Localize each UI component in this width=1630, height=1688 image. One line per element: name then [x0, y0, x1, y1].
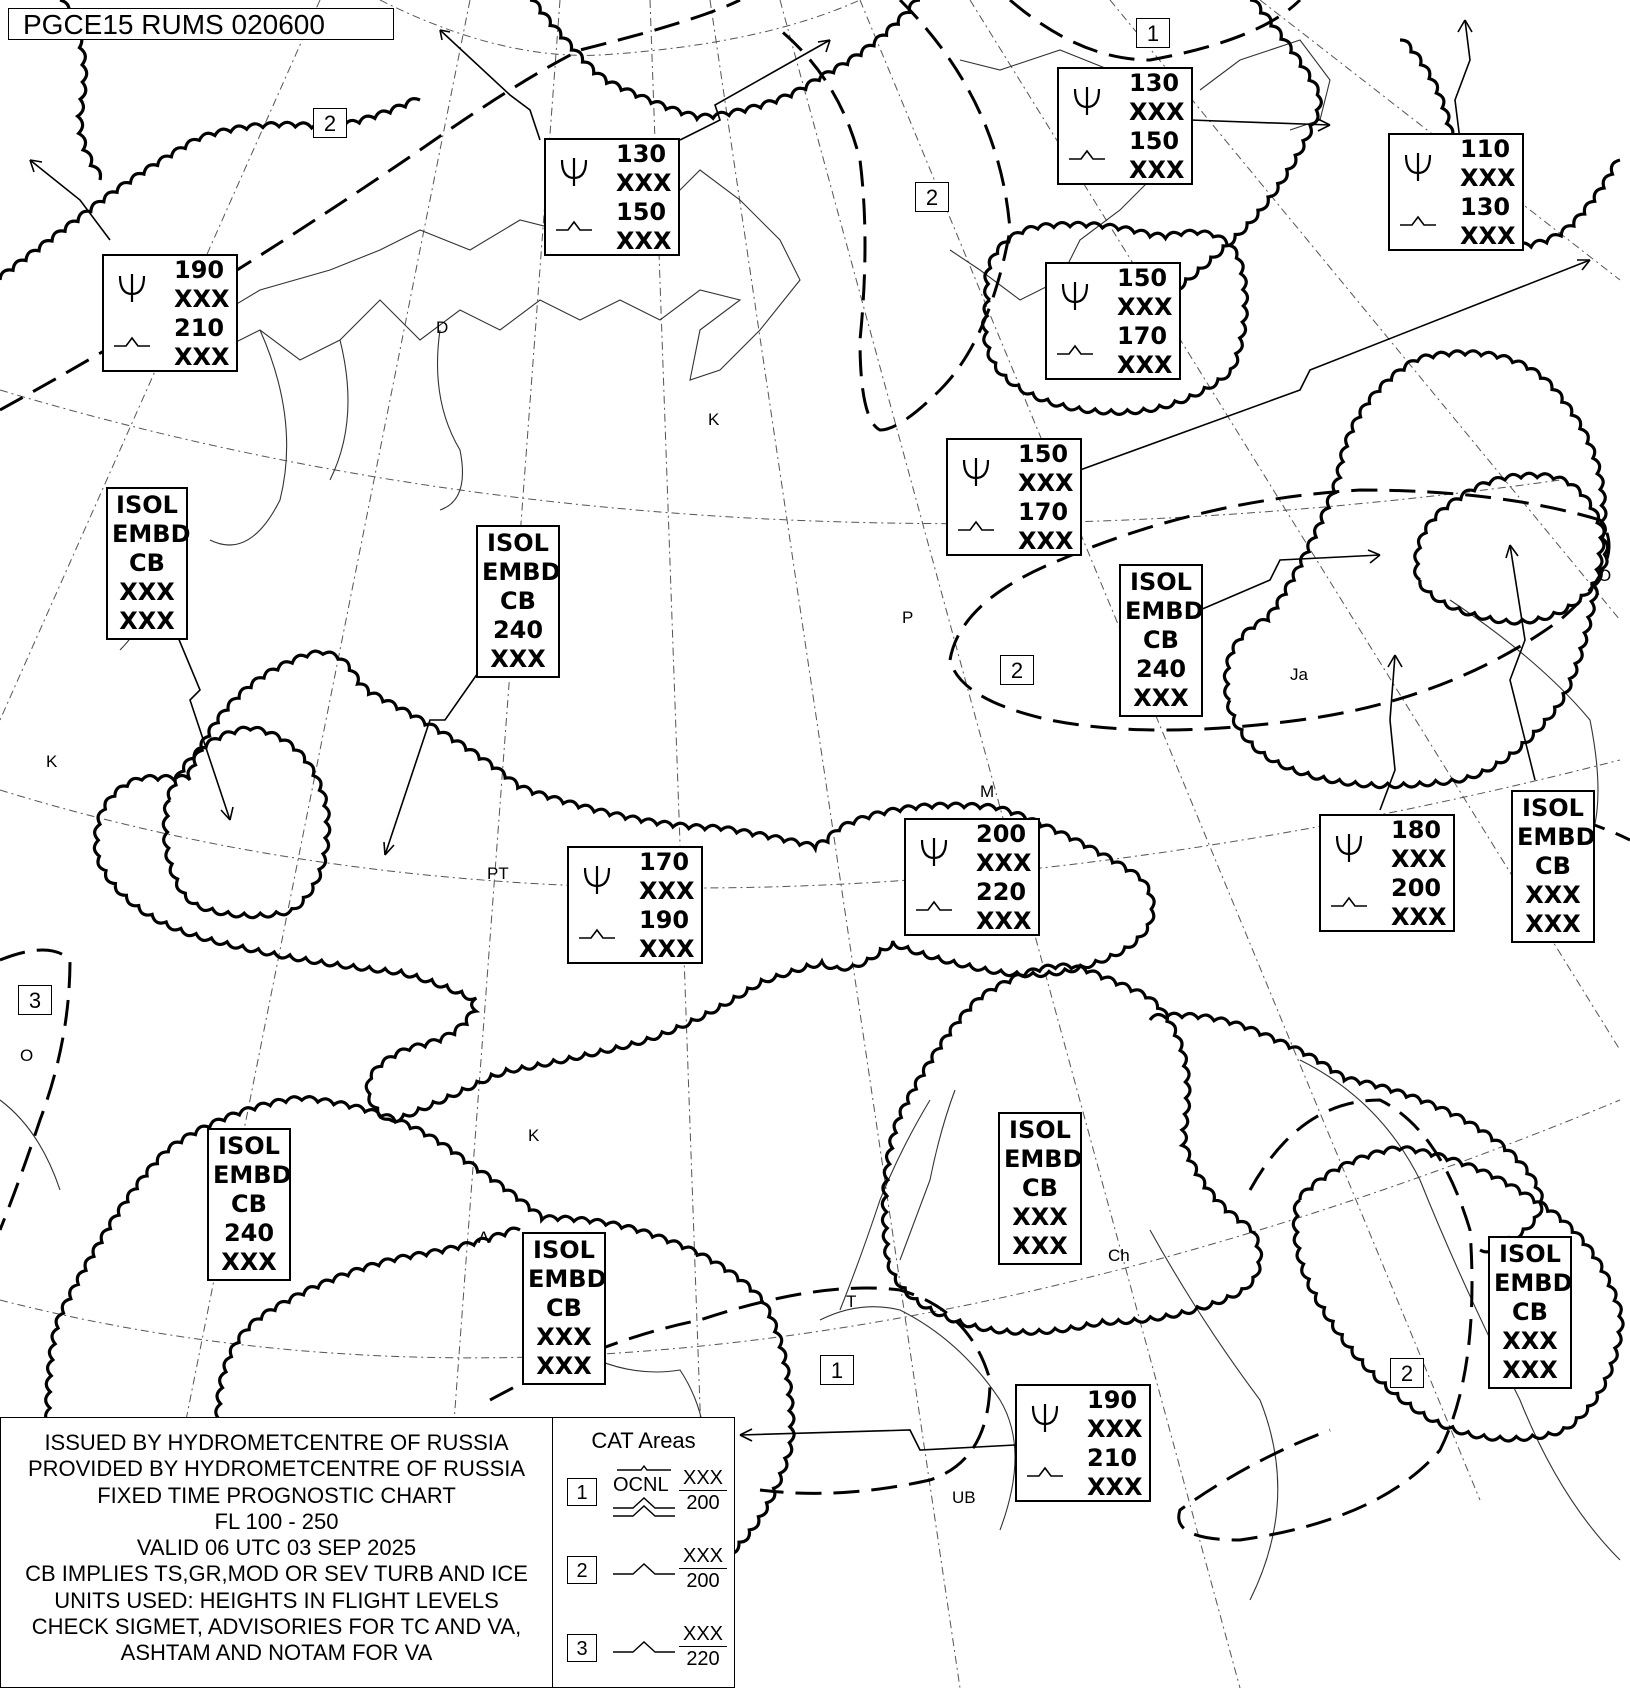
cb-line: CB [1022, 1174, 1058, 1202]
icing-top: 170 [639, 848, 690, 876]
turb-base: XXX [174, 343, 230, 371]
cb-line: ISOL [1522, 794, 1584, 822]
cb-box [207, 1128, 291, 1281]
icing-symbol-icon [116, 270, 148, 304]
cb-box [998, 1112, 1082, 1265]
cb-line: ISOL [1009, 1116, 1071, 1144]
cb-line: CB [1512, 1298, 1548, 1326]
cb-line: EMBD [1517, 823, 1596, 851]
cat-legend-top: XXX [679, 1622, 727, 1647]
chart-header-title: PGCE15 RUMS 020600 [8, 8, 394, 40]
cat-legend-title: CAT Areas [591, 1428, 696, 1453]
cat-legend-fraction [679, 1466, 727, 1515]
turb-top: 210 [1087, 1444, 1138, 1472]
cb-line: ISOL [1499, 1240, 1561, 1268]
icing-base: XXX [174, 285, 230, 313]
turb-base: XXX [616, 227, 672, 255]
turb-top: 170 [1018, 498, 1069, 526]
icing-symbol-icon [581, 862, 613, 896]
cb-line: CB [231, 1190, 267, 1218]
footer [0, 1417, 1630, 1688]
icing-top: 190 [174, 256, 225, 284]
cb-line: EMBD [213, 1161, 292, 1189]
turb-base: XXX [639, 935, 695, 963]
cat-legend-num: 3 [567, 1634, 597, 1662]
cb-line: XXX [536, 1352, 592, 1380]
city-label: M [980, 782, 995, 801]
issued-line: ISSUED BY HYDROMETCENTRE OF RUSSIA [44, 1430, 509, 1455]
issued-line: FL 100 - 250 [214, 1508, 339, 1534]
turbulence-symbol-icon [579, 926, 615, 942]
issued-by-block [0, 1417, 553, 1688]
turbulence-symbol-icon [613, 1636, 675, 1660]
icing-symbol-icon [960, 454, 992, 488]
icing-base: XXX [1460, 164, 1516, 192]
icing-base: XXX [1018, 469, 1074, 497]
cb-line: EMBD [1004, 1145, 1083, 1173]
icing-top: 110 [1460, 135, 1511, 163]
icing-base: XXX [976, 849, 1032, 877]
cat-area-label: 3 [18, 985, 52, 1015]
turbulence-symbol-icon [958, 518, 994, 534]
cb-line: EMBD [482, 558, 561, 586]
level-box [102, 254, 238, 372]
cb-line: XXX [1502, 1356, 1558, 1384]
cat-legend-bottom: 200 [686, 1492, 720, 1514]
turb-base: XXX [976, 907, 1032, 935]
level-box [1045, 262, 1181, 380]
cat-legend-top: XXX [679, 1466, 727, 1491]
cat-legend-bottom: 200 [686, 1570, 720, 1592]
turb-top: 150 [616, 198, 667, 226]
level-box [904, 818, 1040, 936]
issued-line: CB IMPLIES TS,GR,MOD OR SEV TURB AND ICE [25, 1561, 528, 1587]
turbulence-symbol-icon [1331, 894, 1367, 910]
level-box [1057, 67, 1193, 185]
icing-top: 150 [1117, 264, 1168, 292]
cb-line: 240 [1135, 655, 1187, 683]
cb-line: XXX [221, 1248, 277, 1276]
turbulence-symbol-icon [1057, 342, 1093, 358]
city-label: K [708, 410, 720, 429]
cat-legend-num: 2 [567, 1556, 597, 1584]
cat-legend-top: XXX [679, 1544, 727, 1569]
cb-line: XXX [1502, 1327, 1558, 1355]
city-label: Ch [1108, 1246, 1130, 1265]
cb-line: XXX [119, 607, 175, 635]
turbulence-symbol-icon [556, 218, 592, 234]
issued-line: FIXED TIME PROGNOSTIC CHART [97, 1482, 456, 1508]
icing-base: XXX [639, 877, 695, 905]
cat-area-label: 2 [915, 182, 949, 212]
cb-line: ISOL [533, 1236, 595, 1264]
cb-line: CB [1143, 626, 1179, 654]
issued-line: ASHTAM AND NOTAM FOR VA [120, 1640, 433, 1666]
city-label: T [846, 1292, 857, 1311]
cat-legend [553, 1417, 735, 1688]
city-label: K [46, 752, 58, 771]
cb-line: CB [500, 587, 536, 615]
city-label: P [902, 608, 914, 627]
cb-line: XXX [490, 645, 546, 673]
cat-legend-num: 1 [567, 1478, 597, 1506]
icing-top: 150 [1018, 440, 1069, 468]
cat-area-label: 1 [1136, 18, 1170, 48]
turb-top: 170 [1117, 322, 1168, 350]
city-label: O [1598, 566, 1612, 585]
icing-symbol-icon [1333, 830, 1365, 864]
icing-base: XXX [616, 169, 672, 197]
cb-line: CB [546, 1294, 582, 1322]
turb-base: XXX [1460, 222, 1516, 250]
icing-symbol-icon [918, 834, 950, 868]
cat-legend-fraction [679, 1622, 727, 1671]
cb-line: XXX [1133, 684, 1189, 712]
icing-base: XXX [1391, 845, 1447, 873]
cb-line: XXX [119, 578, 175, 606]
cb-line: CB [129, 549, 165, 577]
cb-line: ISOL [218, 1132, 280, 1160]
cb-line: 240 [492, 616, 544, 644]
cb-box [1488, 1236, 1572, 1389]
turb-top: 130 [1460, 193, 1511, 221]
icing-top: 130 [616, 140, 667, 168]
issued-line: PROVIDED BY HYDROMETCENTRE OF RUSSIA [27, 1456, 526, 1482]
turbulence-double-symbol-icon [613, 1456, 675, 1526]
turbulence-symbol-icon [1069, 147, 1105, 163]
turb-top: 200 [1391, 874, 1442, 902]
cb-line: ISOL [1130, 568, 1192, 596]
level-box [544, 138, 680, 256]
turbulence-symbol-icon [916, 898, 952, 914]
cb-line: EMBD [1125, 597, 1204, 625]
level-box [1388, 133, 1524, 251]
icing-top: 180 [1391, 816, 1442, 844]
city-label: UB [952, 1488, 976, 1507]
icing-symbol-icon [558, 154, 590, 188]
turb-top: 190 [639, 906, 690, 934]
icing-base: XXX [1117, 293, 1173, 321]
icing-symbol-icon [1402, 149, 1434, 183]
cat-area-label: 2 [1390, 1358, 1424, 1388]
turbulence-symbol-icon [1400, 213, 1436, 229]
level-box [1319, 814, 1455, 932]
icing-top: 200 [976, 820, 1027, 848]
issued-line: CHECK SIGMET, ADVISORIES FOR TC AND VA, [31, 1614, 522, 1640]
cb-line: XXX [1525, 910, 1581, 938]
cat-area-label: 2 [1000, 655, 1034, 685]
city-label: Ja [1290, 665, 1308, 684]
cb-line: ISOL [116, 491, 178, 519]
level-box [946, 438, 1082, 556]
turb-base: XXX [1391, 903, 1447, 931]
city-label: O [20, 1046, 34, 1065]
turb-top: 210 [174, 314, 225, 342]
issued-line: UNITS USED: HEIGHTS IN FLIGHT LEVELS [54, 1587, 499, 1613]
icing-top: 190 [1087, 1386, 1138, 1414]
cb-line: XXX [1012, 1232, 1068, 1260]
cb-line: EMBD [528, 1265, 607, 1293]
turb-base: XXX [1129, 156, 1185, 184]
cb-line: XXX [1012, 1203, 1068, 1231]
cb-box [1119, 564, 1203, 717]
cb-line: ISOL [487, 529, 549, 557]
cat-area-label: 1 [820, 1355, 854, 1385]
cb-box [476, 525, 560, 678]
cb-line: EMBD [1494, 1269, 1573, 1297]
city-label: A [478, 1228, 490, 1247]
cb-box [1511, 790, 1595, 943]
turb-base: XXX [1018, 527, 1074, 555]
city-label: D [436, 318, 449, 337]
icing-symbol-icon [1071, 83, 1103, 117]
turb-base: XXX [1087, 1473, 1143, 1501]
cat-legend-fraction [679, 1544, 727, 1593]
city-label: K [528, 1126, 540, 1145]
turb-top: 220 [976, 878, 1027, 906]
icing-symbol-icon [1059, 278, 1091, 312]
cb-line: EMBD [112, 520, 191, 548]
cb-line: XXX [1525, 881, 1581, 909]
turb-base: XXX [1117, 351, 1173, 379]
cat-legend-bottom: 220 [686, 1648, 720, 1670]
icing-base: XXX [1087, 1415, 1143, 1443]
cb-line: XXX [536, 1323, 592, 1351]
turbulence-symbol-icon [114, 334, 150, 350]
issued-line: VALID 06 UTC 03 SEP 2025 [136, 1535, 417, 1561]
cb-box [106, 487, 191, 640]
turbulence-symbol-icon [613, 1558, 675, 1582]
cb-line: CB [1535, 852, 1571, 880]
cb-line: 240 [223, 1219, 275, 1247]
cb-box [522, 1232, 606, 1385]
turb-top: 150 [1129, 127, 1180, 155]
cat-area-label: 2 [313, 108, 347, 138]
cat-legend-ocnl-label: OCNL [613, 1474, 669, 1496]
city-label: PT [487, 864, 509, 883]
level-box [567, 846, 703, 964]
icing-top: 130 [1129, 69, 1180, 97]
icing-base: XXX [1129, 98, 1185, 126]
